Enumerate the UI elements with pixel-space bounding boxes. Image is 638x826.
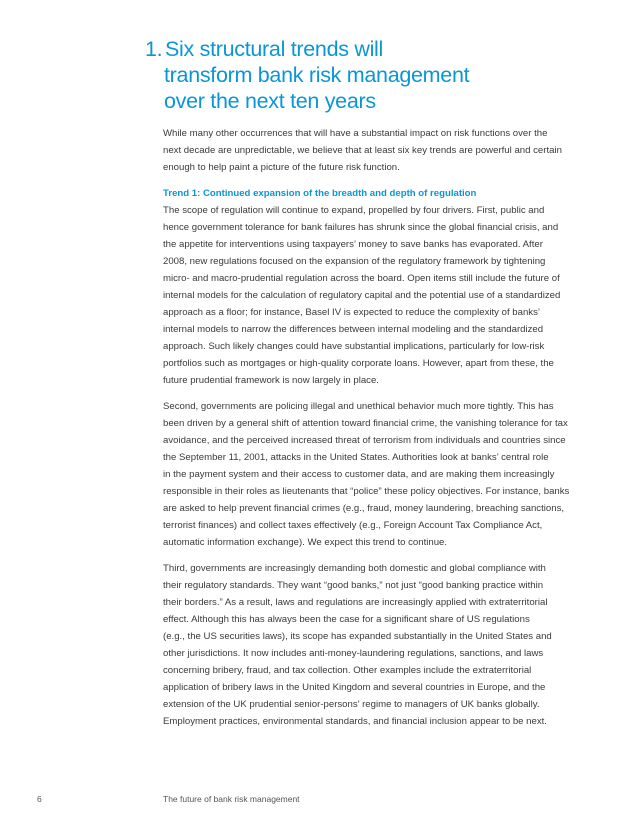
text-line: approach as a floor; for instance, Basel IV is expected to reduce the complexity of banks’ — [163, 307, 541, 318]
page-number: 6 — [37, 794, 42, 804]
text-line: terrorist finances) and collect taxes effectively (e.g., Foreign Account Tax Compliance Act, — [163, 520, 543, 531]
footer-title: The future of bank risk management — [163, 794, 300, 804]
trend1-paragraph-2 — [163, 398, 583, 551]
text-line: other jurisdictions. It now includes anti-money-laundering regulations, sanctions, and laws — [163, 648, 544, 659]
section-number: 1. — [145, 37, 163, 61]
text-line: extension of the UK prudential senior-persons’ regime to managers of UK banks globally. — [163, 699, 540, 710]
trend1-paragraph-3 — [163, 560, 583, 730]
text-line: Third, governments are increasingly demanding both domestic and global compliance with — [163, 563, 546, 574]
text-line: in the payment system and their access to customer data, and are making them increasingly — [163, 469, 555, 480]
body-text — [163, 125, 583, 739]
text-line: concerning bribery, fraud, and tax collection. Other examples include the extraterritorial — [163, 665, 532, 676]
text-line: effect. Although this has always been the case for a significant share of US regulations — [163, 614, 530, 625]
text-line: their borders.” As a result, laws and regulations are increasingly applied with extraterritorial — [163, 597, 548, 608]
heading-line-3: over the next ten years — [164, 89, 376, 113]
text-line: hence government tolerance for bank failures has shrunk since the global financial crisis, and — [163, 222, 559, 233]
text-line: avoidance, and the perceived increased threat of terrorism from individuals and countries since — [163, 435, 566, 446]
text-line: automatic information exchange). We expect this trend to continue. — [163, 537, 448, 548]
text-line: While many other occurrences that will have a substantial impact on risk functions over the — [163, 128, 548, 139]
text-line: internal models for the calculation of regulatory capital and the potential use of a standardized — [163, 290, 561, 301]
intro-paragraph — [163, 125, 583, 176]
text-line: future prudential framework is now largely in place. — [163, 375, 379, 386]
text-line: (e.g., the US securities laws), its scope has expanded substantially in the United States and — [163, 631, 552, 642]
text-line: next decade are unpredictable, we believe that at least six key trends are powerful and certain — [163, 145, 562, 156]
text-line: Second, governments are policing illegal and unethical behavior much more tightly. This has — [163, 401, 554, 412]
text-line: been driven by a general shift of attention toward financial crime, the vanishing tolerance for tax — [163, 418, 568, 429]
section-heading — [145, 36, 585, 114]
text-line: internal models to narrow the differences between internal modeling and the standardized — [163, 324, 544, 335]
text-line: portfolios such as mortgages or high-quality corporate loans. However, apart from these, the — [163, 358, 554, 369]
text-line: approach. Such likely changes could have substantial implications, particularly for low-risk — [163, 341, 545, 352]
heading-line-1: Six structural trends will — [165, 37, 384, 61]
text-line: The scope of regulation will continue to expand, propelled by four drivers. First, public and — [163, 205, 545, 216]
text-line: 2008, new regulations focused on the expansion of the regulatory framework by tightening — [163, 256, 546, 267]
text-line: the September 11, 2001, attacks in the United States. Authorities look at banks’ central role — [163, 452, 549, 463]
heading-line-2: transform bank risk management — [164, 63, 470, 87]
text-line: micro- and macro-prudential regulation across the board. Open items still include the future of — [163, 273, 560, 284]
text-line: are asked to help prevent financial crimes (e.g., fraud, money laundering, breaching sanctions, — [163, 503, 565, 514]
text-line: enough to help paint a picture of the future risk function. — [163, 162, 400, 173]
trend1-subheading: Trend 1: Continued expansion of the breadth and depth of regulation — [163, 188, 477, 199]
text-line: the appetite for interventions using taxpayers’ money to save banks has evaporated. After — [163, 239, 543, 250]
text-line: responsible in their roles as lieutenants that “police” these policy objectives. For instance, banks — [163, 486, 570, 497]
text-line: their regulatory standards. They want “good banks,” not just “good banking practice within — [163, 580, 544, 591]
trend1-paragraph-1 — [163, 185, 583, 389]
text-line: Employment practices, environmental standards, and financial inclusion appear to be next. — [163, 716, 547, 727]
text-line: application of bribery laws in the United Kingdom and several countries in Europe, and the — [163, 682, 546, 693]
